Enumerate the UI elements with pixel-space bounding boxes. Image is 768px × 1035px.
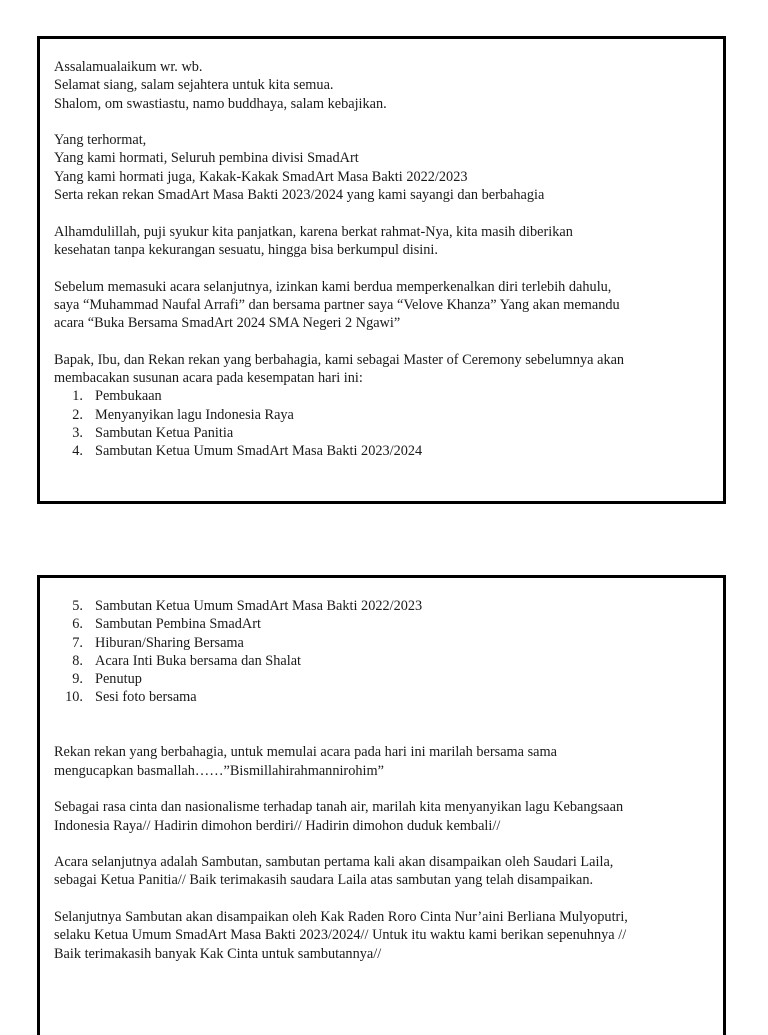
agenda-number: 4. — [72, 443, 83, 460]
agenda-item — [54, 424, 713, 442]
agenda-text: Sesi foto bersama — [95, 689, 197, 706]
agenda-text: Penutup — [95, 671, 142, 688]
intro-line: saya “Muhammad Naufal Arrafi” dan bersama partner saya “Velove Khanza” Yang akan memandu — [54, 296, 620, 313]
agenda-number: 9. — [72, 671, 83, 688]
respect-line: Yang terhormat, — [54, 132, 147, 149]
agenda-list-continued — [54, 597, 713, 707]
intro-line: acara “Buka Bersama SmadArt 2024 SMA Negeri 2 Ngawi” — [54, 315, 401, 332]
agenda-number: 3. — [72, 424, 83, 441]
agenda-number: 6. — [72, 616, 83, 633]
respect-line: Yang kami hormati, Seluruh pembina divisi SmadArt — [54, 150, 359, 167]
document-page-2 — [37, 575, 726, 1035]
respect-line: Serta rekan rekan SmadArt Masa Bakti 2023/2024 yang kami sayangi dan berbahagia — [54, 187, 545, 204]
agenda-number: 5. — [72, 598, 83, 614]
gratitude-line: kesehatan tanpa kekurangan sesuatu, hingga bisa berkumpul disini. — [54, 241, 438, 258]
intro-line: Sebelum memasuki acara selanjutnya, izinkan kami berdua memperkenalkan diri terlebih dahulu, — [54, 278, 612, 295]
anthem-line: Indonesia Raya// Hadirin dimohon berdiri// Hadirin dimohon duduk kembali// — [54, 817, 501, 834]
page-1-content — [54, 58, 713, 461]
speech-line: Selanjutnya Sambutan akan disampaikan oleh Kak Raden Roro Cinta Nur’aini Berliana Mulyoputri, — [54, 909, 628, 926]
anthem-line: Sebagai rasa cinta dan nasionalisme terhadap tanah air, marilah kita menyanyikan lagu Kebangsaan — [54, 799, 624, 816]
respect-line: Yang kami hormati juga, Kakak-Kakak SmadArt Masa Bakti 2022/2023 — [54, 168, 468, 185]
agenda-text: Hiburan/Sharing Bersama — [95, 634, 244, 651]
agenda-text: Menyanyikan lagu Indonesia Raya — [95, 406, 294, 423]
agenda-text: Sambutan Pembina SmadArt — [95, 616, 261, 633]
greeting-line: Assalamualaikum wr. wb. — [54, 59, 203, 75]
speech-line: Acara selanjutnya adalah Sambutan, sambutan pertama kali akan disampaikan oleh Saudari Laila, — [54, 854, 614, 871]
agenda-item — [54, 634, 713, 652]
speech-line: Baik terimakasih banyak Kak Cinta untuk sambutannya// — [54, 945, 382, 962]
agenda-text: Pembukaan — [95, 388, 162, 405]
agenda-intro-line: Bapak, Ibu, dan Rekan rekan yang berbahagia, kami sebagai Master of Ceremony sebelumnya akan — [54, 351, 625, 368]
agenda-number: 1. — [72, 388, 83, 405]
agenda-item — [54, 406, 713, 424]
gratitude-line: Alhamdulillah, puji syukur kita panjatkan, karena berkat rahmat-Nya, kita masih diberikan — [54, 223, 573, 240]
basmalah-line: Rekan rekan yang berbahagia, untuk memulai acara pada hari ini marilah bersama sama — [54, 744, 557, 761]
agenda-text: Acara Inti Buka bersama dan Shalat — [95, 652, 302, 669]
agenda-number: 2. — [72, 406, 83, 423]
agenda-number: 8. — [72, 652, 83, 669]
agenda-item — [54, 670, 713, 688]
basmalah-line: mengucapkan basmallah……”Bismillahirahmannirohim” — [54, 762, 384, 779]
agenda-item — [54, 442, 713, 460]
agenda-number: 7. — [72, 634, 83, 651]
agenda-text: Sambutan Ketua Umum SmadArt Masa Bakti 2023/2024 — [95, 443, 423, 460]
agenda-item — [54, 387, 713, 405]
greeting-line: Shalom, om swastiastu, namo buddhaya, salam kebajikan. — [54, 95, 387, 112]
speech-line: selaku Ketua Umum SmadArt Masa Bakti 2023/2024// Untuk itu waktu kami berikan sepenuhnya // — [54, 927, 627, 944]
agenda-text: Sambutan Ketua Panitia — [95, 424, 234, 441]
agenda-list — [54, 387, 713, 460]
greeting-line: Selamat siang, salam sejahtera untuk kita semua. — [54, 77, 334, 94]
page-2-content — [54, 597, 713, 963]
agenda-item — [54, 597, 713, 615]
agenda-item — [54, 652, 713, 670]
agenda-item — [54, 615, 713, 633]
document-page-1 — [37, 36, 726, 504]
agenda-item — [54, 688, 713, 706]
agenda-number: 10. — [65, 689, 83, 706]
speech-line: sebagai Ketua Panitia// Baik terimakasih saudara Laila atas sambutan yang telah disampaikan. — [54, 872, 594, 889]
agenda-intro-line: membacakan susunan acara pada kesempatan hari ini: — [54, 370, 363, 387]
agenda-text: Sambutan Ketua Umum SmadArt Masa Bakti 2022/2023 — [95, 598, 423, 614]
